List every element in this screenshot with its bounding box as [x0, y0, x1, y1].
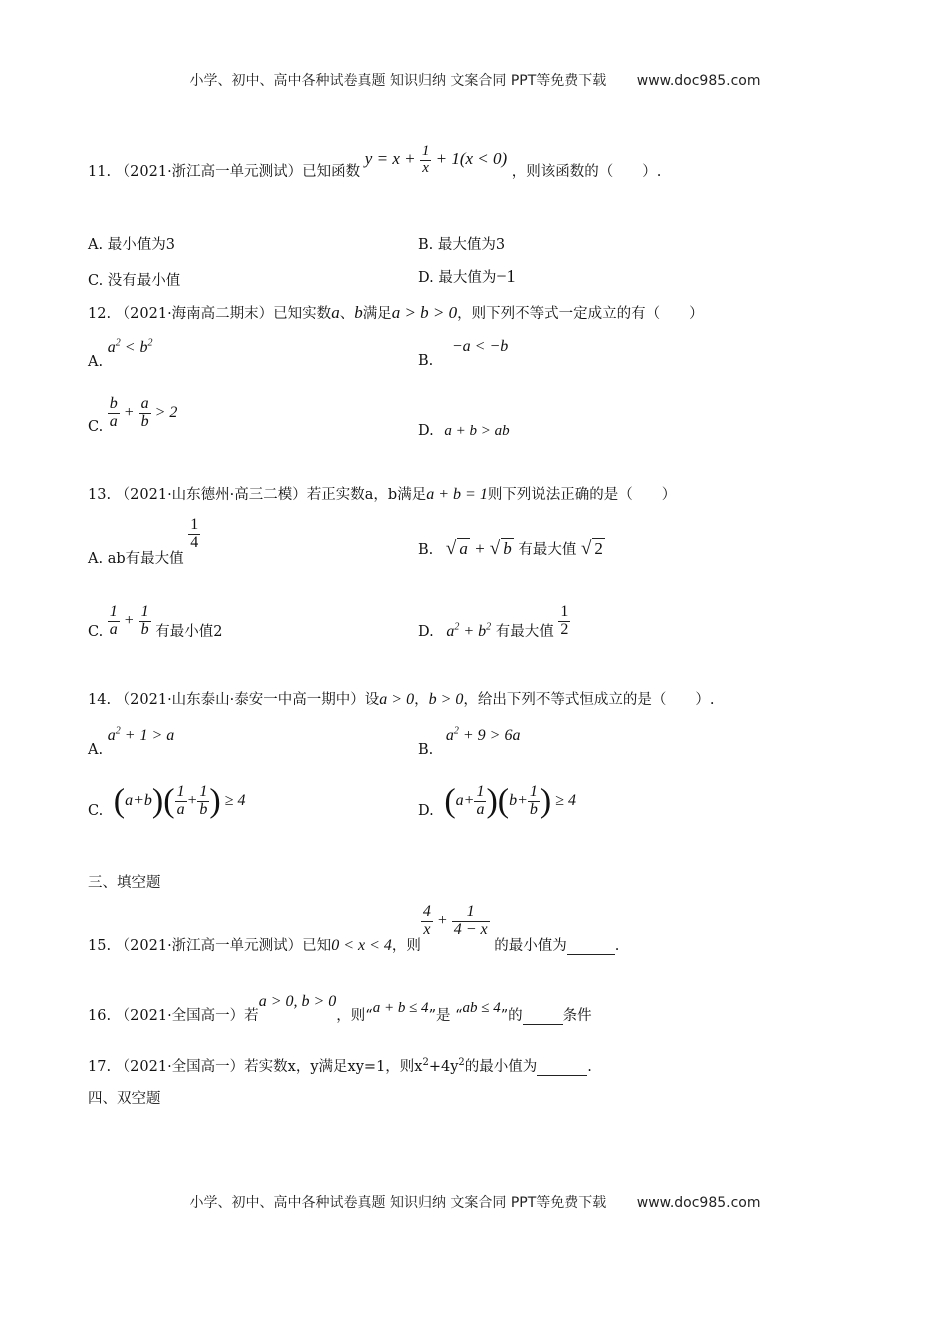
q16-mid3: ”的: [500, 1008, 523, 1024]
question-11: [88, 143, 662, 189]
q13-d-expr: $a^2 + b^2$: [446, 621, 492, 641]
q13-c-expr: $\frac{1}{a}$ + $\frac{1}{b}$: [109, 603, 149, 638]
q12-b-label: B.: [418, 353, 434, 369]
q13-tail: 则下列说法正确的是（ ）: [487, 487, 677, 503]
section-3-title: 三、填空题: [88, 875, 161, 891]
q15-mid: ，则: [391, 937, 421, 954]
q11-tail: ，则该函数的（ ）.: [511, 164, 662, 181]
q12-a-expr: $a^2 < b^2$: [107, 338, 153, 357]
q16-condition: a > 0, b > 0: [258, 993, 337, 1010]
q13-d-value: $\frac{1}{2}$: [560, 603, 569, 638]
q17-stem: 17. （2021·全国高一）若实数x，y满足xy=1，则x: [88, 1059, 423, 1075]
header-site-link[interactable]: www.doc985.com: [636, 73, 761, 89]
page-header: [0, 70, 950, 90]
q13-a-label: A. ab有最大值: [88, 551, 184, 568]
q13-option-b[interactable]: [418, 538, 605, 560]
q12-b-expr: −a < −b: [451, 338, 509, 355]
q12-option-b[interactable]: [418, 338, 509, 369]
q16-expr-1: a + b ≤ 4: [372, 1000, 429, 1016]
q12-tail: ，则下列不等式一定成立的有（ ）: [457, 306, 704, 322]
q14-a-expr: $a^2 + 1 > a$: [107, 726, 175, 745]
q13-b-expr: √ a + √ b: [445, 538, 512, 559]
footer-text: 小学、初中、高中各种试卷真题 知识归纳 文案合同 PPT等免费下载: [189, 1195, 607, 1211]
q13-c-text: 有最小值2: [155, 623, 223, 640]
q12-condition: a > b > 0: [391, 303, 458, 322]
q14-a-label: A.: [88, 742, 104, 759]
q11-stem: 11. （2021·浙江高一单元测试）已知函数: [88, 164, 361, 181]
q12-stem: 12. （2021·海南高二期末）已知实数: [88, 306, 332, 322]
question-17: 17. （2021·全国高一）若实数x，y满足xy=1，则$x^2+4y^2$的最小值为 .: [88, 1057, 592, 1075]
q12-var-a: a: [331, 303, 340, 322]
header-text: 小学、初中、高中各种试卷真题 知识归纳 文案合同 PPT等免费下载: [189, 73, 607, 89]
q14-option-a[interactable]: [88, 726, 175, 759]
q13-b-value: √ 2: [580, 538, 603, 559]
q11-d-label: D. 最大值为: [418, 270, 497, 286]
q11-option-a[interactable]: A. 最小值为3: [88, 237, 175, 253]
q15-end: .: [614, 937, 620, 954]
q12-c-expr: $\frac{b}{a}$ + $\frac{a}{b}$ > 2: [109, 395, 178, 430]
q12-option-a[interactable]: [88, 338, 153, 371]
q13-d-text: 有最大值: [495, 624, 554, 641]
q14-condition: a > 0: [379, 691, 415, 708]
q14-stem: 14. （2021·山东泰山·泰安一中高一期中）设: [88, 692, 380, 708]
q14-option-d[interactable]: [418, 784, 576, 819]
page-footer: [0, 1192, 950, 1212]
q14-tail: ，给出下列不等式恒成立的是（ ）.: [463, 692, 715, 708]
q13-stem: 13. （2021·山东德州·高三二模）若正实数a，b满足: [88, 487, 427, 503]
q11-option-b[interactable]: B. 最大值为3: [418, 237, 506, 253]
q12-a-label: A.: [88, 354, 104, 371]
q13-condition: a + b = 1: [426, 486, 488, 503]
q16-stem: 16. （2021·全国高一）若: [88, 1008, 259, 1024]
section-4-title: 四、双空题: [88, 1091, 161, 1107]
q12-d-label: D.: [418, 423, 434, 439]
q15-condition: 0 < x < 4: [331, 936, 392, 954]
q13-option-c[interactable]: [88, 604, 222, 639]
q12-mid: 满足: [362, 306, 392, 322]
q17-tail: 的最小值为: [464, 1059, 538, 1075]
q13-b-text: 有最大值: [518, 542, 577, 558]
q12-var-b: b: [354, 303, 363, 322]
q14-option-c[interactable]: [88, 784, 245, 819]
q12-option-c[interactable]: [88, 395, 178, 435]
q11-function: y = x + $\frac{1}{x}$ + 1(x < 0): [364, 143, 508, 176]
q15-tail: 的最小值为: [494, 937, 567, 954]
q13-c-label: C.: [88, 623, 104, 640]
question-14: 14. （2021·山东泰山·泰安一中高一期中）设a > 0，b > 0，给出下列不等式恒成立的是（ ）.: [88, 691, 715, 708]
q13-a-value: $\frac{1}{4}$: [190, 516, 199, 551]
q12-separator: 、: [339, 306, 355, 322]
q12-d-expr: a + b > ab: [444, 423, 510, 439]
q16-tail: 条件: [562, 1008, 592, 1024]
q14-d-expr: (a+ $\frac{1}{a}$ )(b+ $\frac{1}{b}$ ) ≥ 4: [444, 782, 577, 820]
q14-condition-b: b > 0: [428, 691, 464, 708]
footer-site-link[interactable]: www.doc985.com: [636, 1195, 761, 1211]
q15-stem: 15. （2021·浙江高一单元测试）已知: [88, 937, 332, 954]
q14-b-expr: $a^2 + 9 > 6a$: [445, 726, 521, 745]
q11-d-value: −1: [496, 266, 516, 286]
q16-mid1: ，则“: [336, 1008, 373, 1024]
q14-d-label: D.: [418, 802, 434, 819]
q15-expr: $\frac{4}{x}$ + $\frac{1}{4 - x}$: [422, 903, 488, 938]
q14-b-label: B.: [418, 742, 434, 759]
q17-mid: +4y: [428, 1059, 459, 1075]
q12-c-label: C.: [88, 418, 104, 435]
q12-option-d[interactable]: [418, 423, 510, 440]
q13-option-a[interactable]: [88, 516, 200, 568]
q16-expr-2: ab ≤ 4: [462, 1000, 501, 1016]
q14-option-b[interactable]: [418, 726, 521, 759]
q16-answer-blank[interactable]: [523, 1008, 563, 1025]
q13-b-label: B.: [418, 542, 434, 558]
q11-option-c[interactable]: C. 没有最小值: [88, 273, 181, 289]
question-13: [88, 483, 676, 504]
q13-d-label: D.: [418, 624, 434, 641]
q11-option-d[interactable]: [418, 266, 515, 287]
q14-c-label: C.: [88, 802, 104, 819]
q17-answer-blank[interactable]: [537, 1059, 587, 1076]
q15-answer-blank[interactable]: [567, 938, 615, 955]
question-15: [88, 903, 620, 954]
q13-option-d[interactable]: [418, 604, 570, 639]
q14-c-expr: (a+b)( $\frac{1}{a}$ + $\frac{1}{b}$ ) ≥ 4: [113, 782, 246, 820]
q17-end: .: [587, 1059, 592, 1075]
question-16: [88, 993, 592, 1025]
q16-mid2: ”是 “: [428, 1008, 463, 1024]
question-12: [88, 302, 704, 323]
